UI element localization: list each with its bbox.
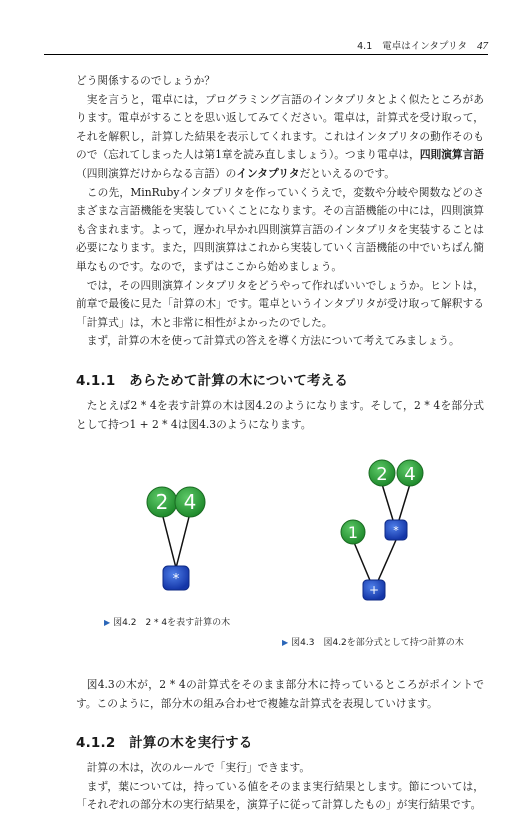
leaf-value: 2	[155, 490, 169, 515]
section-heading-4-1-1: 4.1.1 あらためて計算の木について考える	[76, 372, 349, 389]
paragraph-2: この先，MinRubyインタプリタを作っていくうえで，変数や分岐や関数などのさまざまな言語機能を実装していくことになります。その言語機能の中には，四則演算も含まれます。よって，遅かれ早かれ四則演算言語のインタプリタを実装することは必要になります。また，四則演算はこれから実装していく言語機能の中でいちばん簡単なものです。なので，まずはここから始めましょう。	[76, 185, 484, 273]
figure-4-2-caption	[104, 615, 230, 628]
page-number: 47	[477, 40, 488, 52]
leaf-value: 2	[376, 464, 388, 486]
leaf-value: 4	[404, 464, 416, 486]
paragraph-0: どう関係するのでしょうか？	[76, 74, 215, 87]
header-title: 電卓はインタプリタ	[382, 41, 467, 52]
leaf-value: 4	[183, 490, 197, 515]
operator-symbol: +	[368, 583, 380, 598]
paragraph-8: まず，葉については，持っている値をそのまま実行結果とします。節については，「それぞれの部分木の実行結果を，演算子に従って計算したもの」が実行結果です。	[76, 779, 484, 812]
figure-4-3-tree	[341, 460, 423, 600]
paragraph-3: では，その四則演算インタプリタをどうやって作ればいいでしょうか。ヒントは，前章で最後に見た「計算の木」です。電卓というインタプリタが受け取って解釈する「計算式」は，木と非常に相性がよかったのでした。	[76, 278, 484, 329]
edge-line	[162, 513, 176, 568]
header-section: 4.1	[357, 41, 373, 52]
caption-marker-icon: ▶	[104, 618, 111, 628]
page-body	[76, 72, 484, 815]
figures-area	[76, 440, 484, 670]
operator-symbol: *	[393, 524, 399, 538]
caption-text: 図4.2 2 * 4を表す計算の木	[113, 618, 231, 629]
leaf-value: 1	[347, 523, 359, 543]
paragraph-7: 計算の木は，次のルールで「実行」できます。	[86, 761, 311, 775]
term-arith-language: 四則演算言語	[419, 148, 484, 162]
paragraph-1-text-3: だといえるのです。	[299, 166, 395, 180]
section-heading-4-1-2: 4.1.2 計算の木を実行する	[76, 735, 253, 752]
paragraph-1-text: 実を言うと，電卓には，プログラミング言語のインタプリタとよく似たところがあります。電卓がすることを思い返してみてください。電卓は，計算式を受け取って，それを解釈し，計算した結果を表示してくれます。これはインタプリタの動作そのもので（忘れてしまった人は第1章を読み直しましょう）。つまり電卓は，	[76, 92, 484, 162]
header-rule	[44, 54, 488, 55]
paragraph-1	[76, 91, 484, 184]
operator-symbol: *	[172, 572, 180, 588]
paragraph-6: 図4.3の木が，2 * 4の計算式をそのまま部分木に持っているところがポイントです。このように，部分木の組み合わせで複雑な計算式を表現していけます。	[76, 678, 484, 710]
paragraph-1-text-2: （四則演算だけからなる言語）の	[76, 166, 237, 180]
paragraph-4: まず，計算の木を使って計算式の答えを導く方法について考えてみましょう。	[86, 334, 460, 348]
caption-marker-icon: ▶	[282, 638, 289, 648]
paragraph-5: たとえば2 * 4を表す計算の木は図4.2のようになります。そして，2 * 4を部分式として持つ1 + 2 * 4は図4.3のようになります。	[76, 398, 484, 431]
edge-line	[176, 513, 190, 568]
figure-4-2-tree	[147, 487, 205, 590]
caption-text: 図4.3 図4.2を部分式として持つ計算の木	[291, 638, 464, 649]
figure-4-3-caption	[282, 635, 464, 648]
running-header	[357, 38, 488, 52]
term-interpreter: インタプリタ	[236, 166, 300, 180]
